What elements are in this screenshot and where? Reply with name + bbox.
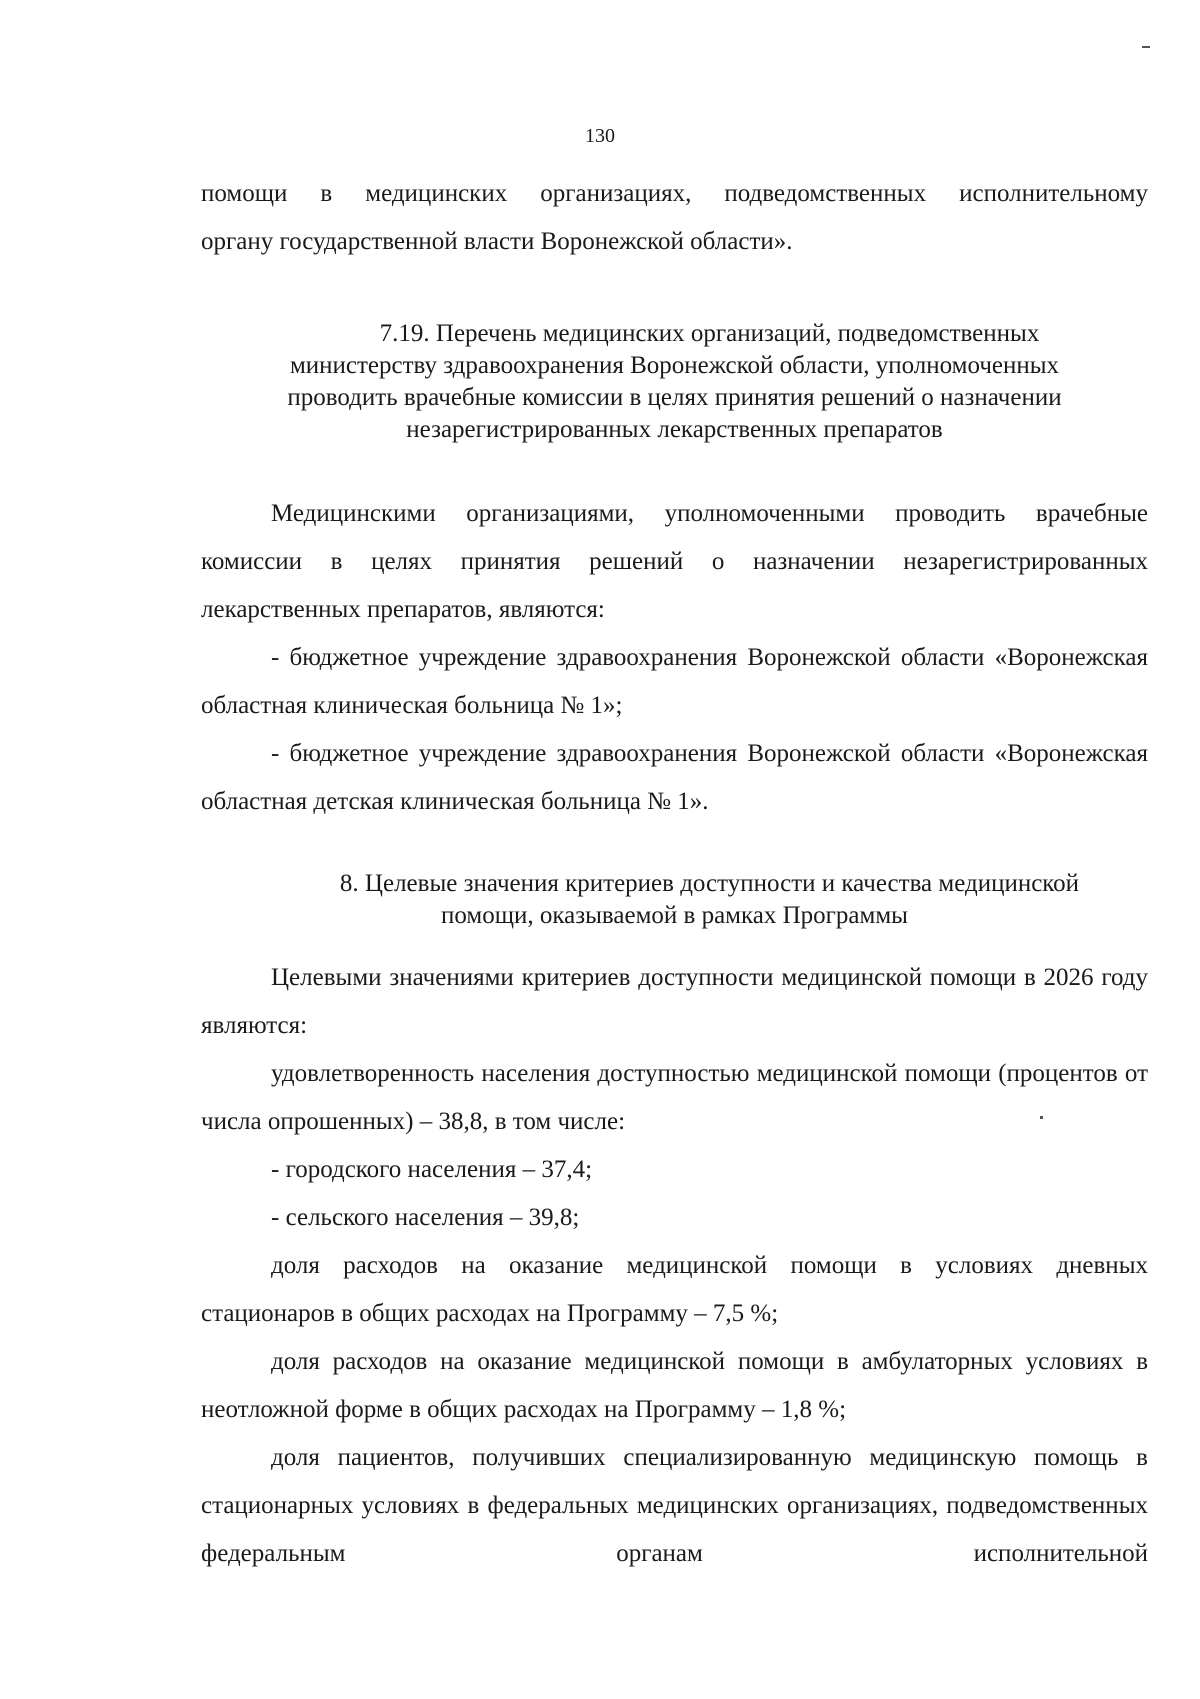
paragraph: доля расходов на оказание медицинской помощи в условиях дневных стационаров в общих расходах на Программу – 7,5 %; [201,1252,1148,1327]
section-8-body [201,954,1148,1578]
section-719-title-line: незарегистрированных лекарственных препаратов [406,416,943,443]
section-719-title-line: проводить врачебные комиссии в целях принятия решений о назначении [287,384,1062,411]
section-8-title-line: помощи, оказываемой в рамках Программы [441,902,908,929]
section-8-title-line: 8. Целевые значения критериев доступности и качества медицинской [339,870,1080,897]
section-8-title [201,868,1148,932]
list-item: - бюджетное учреждение здравоохранения Воронежской области «Воронежская областная клиническая больница № 1»; [201,644,1148,719]
section-719-title-line: 7.19. Перечень медицинских организаций, подведомственных [379,320,1040,347]
list-item: - городского населения – 37,4; [271,1156,593,1183]
paragraph: удовлетворенность населения доступностью медицинской помощи (процентов от числа опрошенных) – 38,8, в том числе: [201,1060,1148,1135]
intro-line-2: органу государственной власти Воронежской области». [201,228,793,255]
page-number: 130 [585,125,615,147]
paragraph: Целевыми значениями критериев доступности медицинской помощи в 2026 году являются: [201,964,1148,1039]
paragraph: Медицинскими организациями, уполномоченными проводить врачебные комиссии в целях принятия решений о назначении незарегистрированных лекарственных препаратов, являются: [201,500,1148,623]
scan-speck [1142,46,1150,48]
list-item: - бюджетное учреждение здравоохранения Воронежской области «Воронежская областная детская клиническая больница № 1». [201,740,1148,815]
intro-paragraph [201,170,1148,266]
paragraph: доля пациентов, получивших специализированную медицинскую помощь в стационарных условиях в федеральных медицинских организациях, подведомственных федеральным органам исполнительной [201,1444,1148,1567]
section-719-title [201,318,1148,446]
section-719-body [201,490,1148,826]
section-719-title-line: министерству здравоохранения Воронежской области, уполномоченных [289,352,1060,379]
intro-line-1: помощи в медицинских организациях, подведомственных исполнительному [201,180,1148,207]
list-item: - сельского населения – 39,8; [271,1204,580,1231]
paragraph: доля расходов на оказание медицинской помощи в амбулаторных условиях в неотложной форме в общих расходах на Программу – 1,8 %; [201,1348,1148,1423]
